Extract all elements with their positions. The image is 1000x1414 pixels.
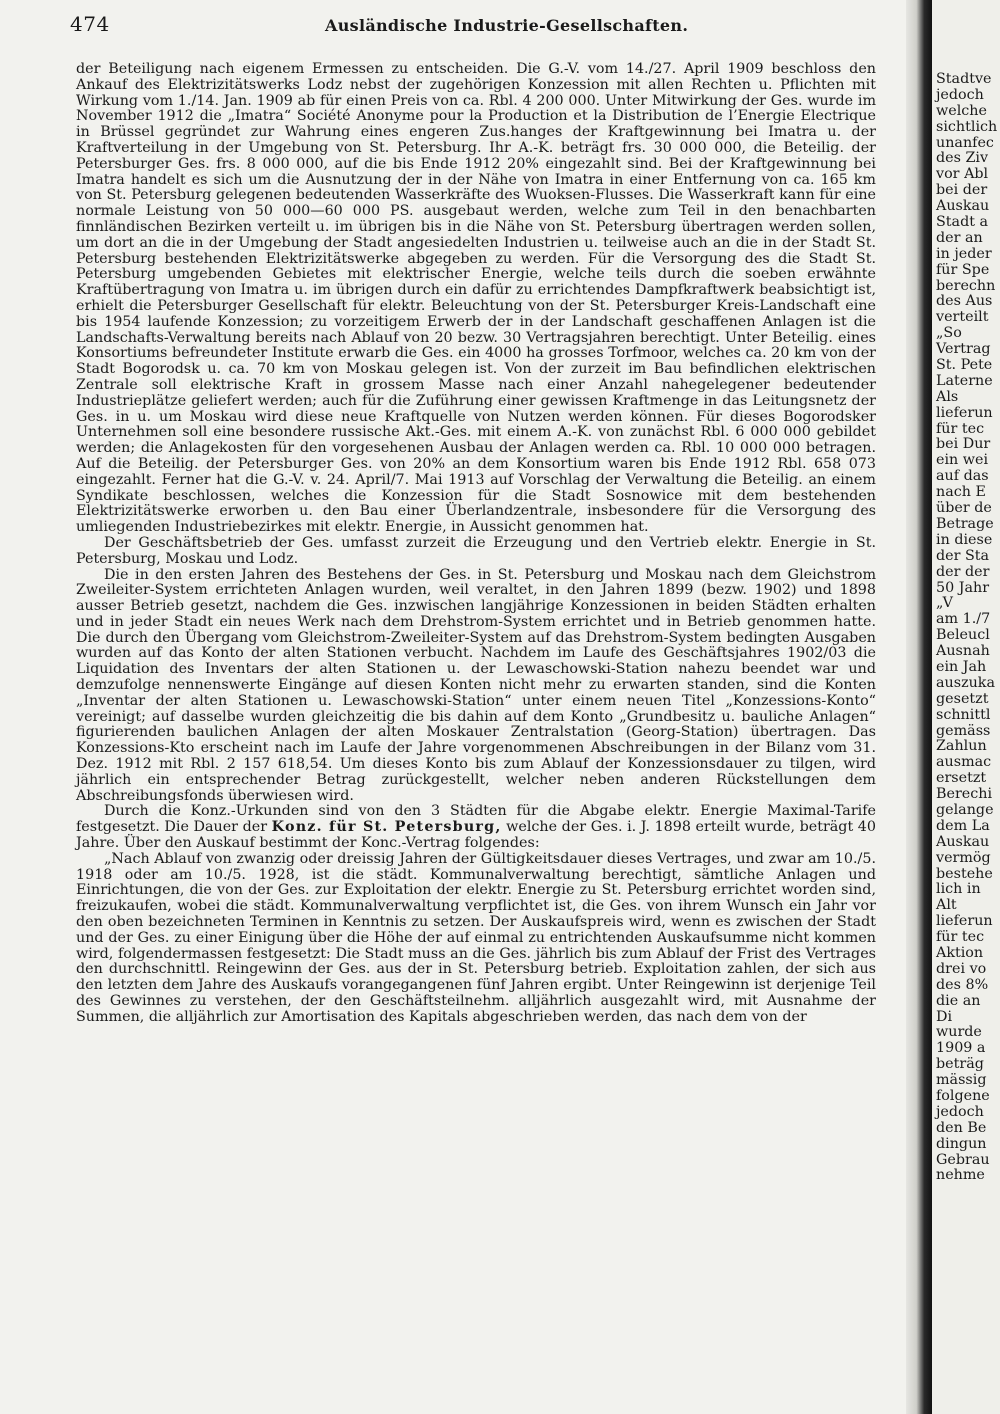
adjacent-page-line: unanfec — [936, 134, 994, 151]
adjacent-page-line: Vertrag — [936, 341, 991, 358]
adjacent-page-line: Beleucl — [936, 627, 990, 644]
adjacent-page-line: der Sta — [936, 547, 990, 564]
adjacent-page-line: nehme — [936, 1167, 985, 1184]
adjacent-page-line: Auskau — [936, 833, 990, 850]
adjacent-page-line: in jeder — [936, 245, 992, 262]
adjacent-page-line: über de — [936, 500, 992, 517]
adjacent-page-line: bestehe — [936, 865, 993, 882]
adjacent-page-line: ein wei — [936, 452, 989, 469]
adjacent-page-line: ein Jah — [936, 658, 987, 675]
concession-heading-petersburg: Konz. für St. Petersburg, — [271, 819, 502, 836]
adjacent-page-line: Stadt a — [936, 214, 989, 231]
adjacent-page-line: des Aus — [936, 293, 993, 310]
paragraph-concession-account: Die in den ersten Jahren des Bestehens der Ges. in St. Petersburg und Moskau nach dem Gleichstrom Zweileiter-System errichteten Anlagen wurden, weil veraltet, in den Jahren 1899 (bezw. 1902) und 1898 ausser Betrieb gesetzt, nachdem die Ges. inzwischen langjährige Konzessionen in beiden Städten erhalten und in jeder Stadt ein neues Werk nach dem Drehstrom-System errichtet und in Betrieb genommen hatte. Die durch den Übergang vom Gleichstrom-Zweileiter-System auf das Drehstrom-System bedingten Ausgaben wurden auf das Konto der alten Stationen verbucht. Nachdem im Laufe des Geschäftsjahres 1902/03 die Liquidation des Inventars der alten Stationen u. der Lewaschowski-Station nahezu beendet war und demzufolge nennenswerte Eingänge auf diesen Konten nicht mehr zu erwarten standen, sind die Konten „Inventar der alten Stationen u. Lewaschowski-Station“ unter einem neuen Titel „Konzessions-Konto“ vereinigt; auf dasselbe wurden gleichzeitig die bis dahin auf dem Konto „Grundbesitz u. bauliche Anlagen“ figurierenden baulichen Anlagen der alten Moskauer Zentralstation (Georg-Station) übertragen. Das Konzessions-Kto erscheint nach im Laufe der Jahre vorgenommenen Abschreibungen in der Bilanz vom 31. Dez. 1912 mit Rbl. 2 157 618,54. Um dieses Konto bis zum Ablauf der Konzessionsdauer zu tilgen, wird jährlich ein entsprechender Betrag zurückgestellt, welcher neben anderen Rückstellungen dem Abschreibungsfonds überwiesen wird. — [76, 566, 876, 804]
adjacent-page-line: sichtlich — [936, 118, 998, 135]
adjacent-page-line: „V — [936, 595, 953, 612]
adjacent-page-line: Zahlun — [936, 738, 987, 755]
adjacent-page-line: St. Pete — [936, 357, 993, 374]
adjacent-page-line: auszuka — [936, 674, 995, 691]
adjacent-page-line: Alt — [936, 897, 957, 914]
adjacent-page-line: lieferun — [936, 913, 993, 930]
adjacent-page-line: berechn — [936, 277, 996, 294]
adjacent-page-line: vermög — [936, 849, 991, 866]
adjacent-page-line: Aktion — [936, 944, 984, 961]
adjacent-page-line: 50 Jahr — [936, 579, 990, 596]
adjacent-page-line: ausmac — [936, 754, 992, 771]
paragraph-company-participations: der Beteiligung nach eigenem Ermessen zu entscheiden. Die G.-V. vom 14./27. April 1909 beschloss den Ankauf des Elektrizitätswerks Lodz nebst der zugehörigen Konzession mit allen Rechten u. Pflichten mit Wirkung vom 1./14. Jan. 1909 ab für einen Preis von ca. Rbl. 4 200 000. Unter Mitwirkung der Ges. wurde im November 1912 die „Imatra“ Société Anonyme pour la Production et la Distribution de l’Energie Electrique in Brüssel gegründet zur Wahrung eines engeren Zus.hanges der Kraftgewinnung bei Imatra u. der Kraftverteilung in der Umgebung von St. Petersburg. Ihr A.-K. beträgt frs. 30 000 000, die Beteilig. der Petersburger Ges. frs. 8 000 000, auf die bis Ende 1912 20% eingezahlt sind. Bei der Kraftgewinnung bei Imatra handelt es sich um die Ausnutzung der in der Nähe von Imatra in einer Entfernung von ca. 165 km von St. Petersburg gelegenen bedeutenden Wasserkräfte des Wuoksen-Flusses. Die Wasserkraft kann für eine normale Leistung von 50 000—60 000 PS. ausgebaut werden, welche zum Teil in den benachbarten finnländischen Bezirken verteilt u. im übrigen bis in die Nähe von St. Petersburg übertragen werden sollen, um dort an die in der Umgebung der Stadt angesiedelten Industrien u. teilweise auch an die in der Stadt St. Petersburg bestehenden Elektrizitätswerke abgegeben zu werden. Für die Versorgung des die Stadt St. Petersburg umgebenden Gebietes mit elektrischer Energie, welche teils durch die soeben erwähnte Kraftübertragung von Imatra u. im übrigen durch ein dafür zu errichtendes Dampfkraftwerk beabsichtigt ist, erhielt die Petersburger Gesellschaft für elektr. Beleuchtung von der St. Petersburger Kreis-Landschaft eine bis 1954 laufende Konzession; zu vorzeitigem Erwerb der in der Landschaft geschaffenen Anlagen ist die Landschafts-Verwaltung bereits nach Ablauf von 20 bezw. 30 Vertragsjahren berechtigt. Unter Beteilig. eines Konsortiums befreundeter Institute erwarb die Ges. ein 4000 ha grosses Torfmoor, welches ca. 20 km von der Stadt Bogorodsk u. ca. 70 km von Moskau gelegen ist. Von der zurzeit im Bau befindlichen elektrischen Zentrale soll elektrische Kraft in grossem Masse nach einer Anzahl nahegelegener bedeutender Industrieplätze geliefert werden; auch für die Zuführung einer gewissen Kraftmenge in das Leitungsnetz der Ges. in u. um Moskau wird diese neue Kraftquelle von Nutzen werden können. Für dieses Bogorodsker Unternehmen soll eine besondere russische Akt.-Ges. mit einem A.-K. von zunächst Rbl. 6 000 000 gebildet werden; die Anlagekosten für den vorgesehenen Ausbau der Anlagen werden ca. Rbl. 10 000 000 betragen. Auf die Beteilig. der Petersburger Ges. von 20% an dem Konsortium waren bis Ende 1912 Rbl. 658 073 eingezahlt. Ferner hat die G.-V. v. 24. April/7. Mai 1913 auf Vorschlag der Verwaltung die Beteilig. an einem Syndikate beschlossen, welches die Konzession für die Stadt Sosnowice mit dem bestehenden Elektrizitätswerke erworben u. den Bau einer Überlandzentrale, insbesondere für die Versorgung des umliegenden Industriebezirkes mit elektr. Energie, in Aussicht genommen hat. — [76, 61, 876, 536]
adjacent-page-line: gesetzt — [936, 690, 989, 707]
adjacent-page-line: Auskau — [936, 198, 990, 215]
adjacent-page-line: drei vo — [936, 960, 987, 977]
adjacent-page-line: der der — [936, 563, 990, 580]
adjacent-page-line: beträg — [936, 1056, 984, 1073]
adjacent-page-line: folgene — [936, 1088, 990, 1104]
adjacent-page-line: gemäss — [936, 722, 991, 739]
adjacent-page-line: jedoch — [936, 1103, 984, 1120]
adjacent-page-line: gelange — [936, 801, 994, 818]
adjacent-page-line: ersetzt — [936, 770, 987, 787]
adjacent-page-line: dem La — [936, 817, 990, 834]
concession-text-before: Durch die Konz.-Urkunden sind von den 3 Städten für die Abgabe elektr. Energie Maximal-Tarife festgesetzt. Die Dauer der — [76, 803, 876, 836]
concession-text-after: welche der Ges. i. J. 1898 erteilt wurde, beträgt 40 Jahre. Über den Auskauf bestimmt der Konc.-Vertrag folgendes: — [76, 819, 876, 852]
adjacent-page-line: des Ziv — [936, 150, 989, 167]
adjacent-page-line: Di — [936, 1008, 953, 1025]
page-number: 474 — [70, 12, 110, 36]
adjacent-page-line: Betrage — [936, 515, 994, 532]
adjacent-page-line: den Be — [936, 1119, 987, 1136]
adjacent-page-line: für tec — [936, 420, 985, 437]
paragraph-concession-duration — [76, 804, 876, 851]
adjacent-page-line: Gebrau — [936, 1151, 990, 1168]
adjacent-page-line: jedoch — [936, 86, 984, 103]
adjacent-page-line: dingun — [936, 1135, 987, 1152]
adjacent-page-line: Als — [936, 388, 959, 405]
adjacent-page-line: mässig — [936, 1072, 987, 1089]
adjacent-page-line: schnittl — [936, 706, 991, 723]
adjacent-page-line: verteilt — [936, 309, 989, 326]
adjacent-page-line: vor Abl — [936, 166, 989, 183]
paragraph-buyout-quote: „Nach Ablauf von zwanzig oder dreissig Jahren der Gültigkeitsdauer dieses Vertrages, und zwar am 10./5. 1918 oder am 10./5. 1928, ist die städt. Kommunalverwaltung berechtigt, sämtliche Anlagen und Einrichtungen, die von der Ges. zur Exploitation der elektr. Energie zu St. Petersburg errichtet worden sind, freizukaufen, wobei die städt. Kommunalverwaltung verpflichtet ist, die Ges. von ihrem Wunsch ein Jahr vor den oben bezeichneten Terminen in Kenntnis zu setzen. Der Auskaufspreis wird, wenn es zwischen der Stadt und der Ges. zu einer Einigung über die Höhe der auf einmal zu entrichtenden Auskaufsumme nicht kommen wird, folgendermassen festgesetzt: Die Stadt muss an die Ges. jährlich bis zum Ablauf der Frist des Vertrages den durchschnittl. Reingewinn der Ges. aus der in St. Petersburg betrieb. Exploitation zahlen, der sich aus den letzten dem Jahre des Auskaufs vorangegangenen fünf Jahren ergibt. Unter Reingewinn ist derjenige Teil des Gewinnes zu verstehen, der den Geschäftsteilnehm. alljährlich ausgezahlt wird, mit Ausnahme der Summen, die alljährlich zur Amortisation des Kapitals abgeschrieben werden, das nach dem von der — [76, 850, 876, 1025]
adjacent-page-line: welche — [936, 102, 987, 119]
main-text-column — [76, 62, 876, 1026]
adjacent-page-text — [936, 72, 1000, 1184]
adjacent-page-line: bei Dur — [936, 436, 991, 453]
adjacent-page-line: lieferun — [936, 404, 993, 421]
paragraph-business-scope: Der Geschäftsbetrieb der Ges. umfasst zurzeit die Erzeugung und den Vertrieb elektr. Energie in St. Petersburg, Moskau und Lodz. — [76, 534, 876, 567]
adjacent-page-line: für tec — [936, 929, 985, 946]
adjacent-page-line: bei der — [936, 182, 988, 199]
adjacent-page-line: 1909 a — [936, 1040, 986, 1057]
adjacent-page-line: in diese — [936, 531, 993, 548]
adjacent-page-line: des 8% — [936, 976, 989, 993]
adjacent-page-line: Laterne — [936, 372, 993, 389]
book-gutter — [906, 0, 932, 1414]
page-header — [70, 12, 890, 46]
adjacent-page-line: am 1./7 — [936, 611, 991, 628]
adjacent-page-line: für Spe — [936, 261, 990, 278]
adjacent-page-line: Stadtve — [936, 71, 992, 87]
adjacent-page-line: die an — [936, 992, 981, 1009]
adjacent-page-line: Ausnah — [936, 643, 990, 660]
adjacent-page-line: lich in — [936, 881, 981, 898]
adjacent-page-line: der an — [936, 229, 983, 246]
adjacent-page-line: wurde — [936, 1024, 982, 1041]
adjacent-page-edge — [932, 0, 1000, 1414]
adjacent-page-line: „So — [936, 325, 962, 342]
adjacent-page-line: Berechi — [936, 786, 993, 803]
adjacent-page-line: auf das — [936, 468, 989, 485]
adjacent-page-line: nach E — [936, 484, 986, 501]
running-head: Ausländische Industrie-Gesellschaften. — [325, 16, 689, 35]
